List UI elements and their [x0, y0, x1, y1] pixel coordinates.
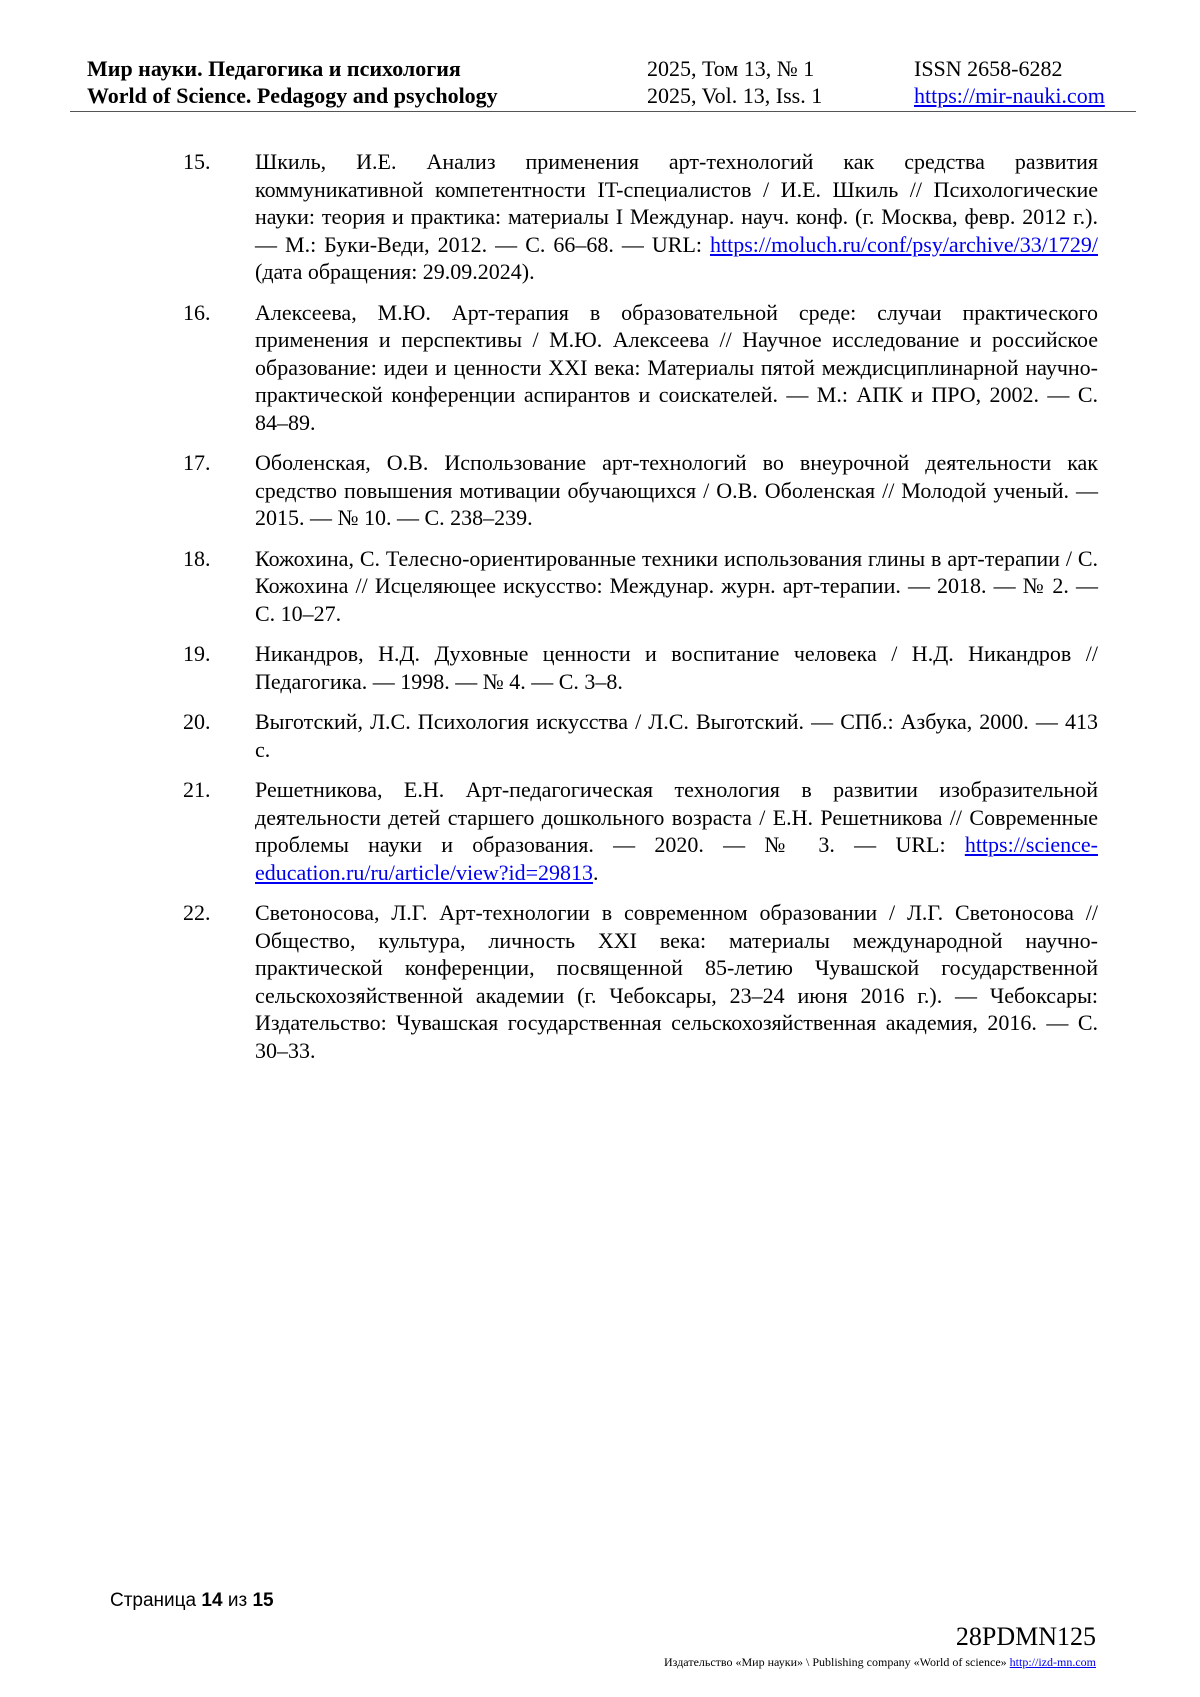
reference-item: [183, 148, 1098, 286]
journal-site-link[interactable]: https://mir-nauki.com: [914, 83, 1105, 108]
reference-number: 19.: [183, 641, 211, 666]
article-code: 28PDMN125: [955, 1622, 1096, 1651]
reference-item: [183, 449, 1098, 532]
journal-title-en: World of Science. Pedagogy and psychology: [87, 83, 498, 108]
publisher-line: [664, 1655, 1096, 1670]
reference-text: Светоносова, Л.Г. Арт-технологии в современном образовании / Л.Г. Светоносова // Общество, культура, личность XXI века: материалы международной научно-практической конференции, посвященной 85-летию Чувашской государственной сельскохозяйственной академии (г. Чебоксары, 23–24 июня 2016 г.). — Чебоксары: Издательство: Чувашская государственная сельскохозяйственная академия, 2016. — С. 30–33.: [255, 900, 1098, 1063]
reference-item: [183, 545, 1098, 628]
reference-number: 20.: [183, 709, 211, 734]
page-label: Страница: [110, 1590, 197, 1611]
reference-text: Никандров, Н.Д. Духовные ценности и воспитание человека / Н.Д. Никандров // Педагогика. — 1998. — № 4. — С. 3–8.: [255, 641, 1098, 694]
page-total: 15: [252, 1590, 274, 1611]
header-divider: [70, 111, 1136, 112]
reference-text: Кожохина, С. Телесно-ориентированные техники использования глины в арт-терапии / С. Кожохина // Исцеляющее искусство: Междунар. журн. арт-терапии. — 2018. — № 2. — С. 10–27.: [255, 545, 1098, 626]
publisher-link[interactable]: http://izd-mn.com: [1009, 1655, 1096, 1669]
issue-info-en: 2025, Vol. 13, Iss. 1: [647, 83, 823, 108]
reference-item: [183, 640, 1098, 695]
reference-item: [183, 708, 1098, 763]
reference-item: [183, 776, 1098, 886]
reference-link[interactable]: https://moluch.ru/conf/psy/archive/33/1729/: [710, 231, 1098, 257]
page-of: из: [227, 1590, 248, 1611]
reference-number: 21.: [183, 777, 211, 802]
issn-block: [914, 55, 1105, 109]
reference-text: Шкиль, И.Е. Анализ применения арт-технологий как средства развития коммуникативной компетентности IT-специалистов / И.Е. Шкиль // Психологические науки: теория и практика: материалы I Междунар. науч. конф. (г. Москва, февр. 2012 г.). — М.: Буки-Веди, 2012. — С. 66–68. — URL:: [255, 149, 1098, 257]
reference-number: 17.: [183, 450, 211, 475]
page-number: [110, 1590, 274, 1612]
journal-title: [87, 55, 498, 109]
reference-item: [183, 899, 1098, 1064]
reference-text: Выготский, Л.С. Психология искусства / Л.С. Выготский. — СПб.: Азбука, 2000. — 413 с.: [255, 709, 1098, 762]
reference-text: Алексеева, М.Ю. Арт-терапия в образовательной среде: случаи практического применения и перспективы / М.Ю. Алексеева // Научное исследование и российское образование: идеи и ценности XXI века: Материалы пятой междисциплинарной научно-практической конференции аспирантов и соискателей. — М.: АПК и ПРО, 2002. — С. 84–89.: [255, 299, 1098, 435]
journal-header: [87, 55, 1125, 110]
publisher-text: Издательство «Мир науки» \ Publishing company «World of science»: [664, 1655, 1010, 1669]
reference-item: [183, 299, 1098, 437]
reference-tail: (дата обращения: 29.09.2024).: [255, 259, 535, 284]
reference-link[interactable]: https://science-education.ru/ru/article/view?id=29813: [255, 832, 1098, 885]
reference-list: [183, 148, 1098, 1077]
reference-number: 16.: [183, 299, 211, 325]
issue-info-ru: 2025, Том 13, № 1: [647, 56, 815, 81]
reference-number: 22.: [183, 900, 211, 925]
reference-tail: .: [593, 859, 599, 885]
reference-number: 18.: [183, 545, 211, 571]
reference-text: Оболенская, О.В. Использование арт-технологий во внеурочной деятельности как средство повышения мотивации обучающихся / О.В. Оболенская // Молодой ученый. — 2015. — № 10. — С. 238–239.: [255, 450, 1098, 530]
journal-title-ru: Мир науки. Педагогика и психология: [87, 56, 461, 81]
page-current: 14: [201, 1590, 223, 1611]
issn: ISSN 2658-6282: [914, 56, 1063, 81]
issue-info: [647, 55, 822, 109]
reference-number: 15.: [183, 149, 211, 174]
reference-text: Решетникова, Е.Н. Арт-педагогическая технология в развитии изобразительной деятельности детей старшего дошкольного возраста / Е.Н. Решетникова // Современные проблемы науки и образования. — 2020. — № 3. — URL:: [255, 777, 1098, 857]
